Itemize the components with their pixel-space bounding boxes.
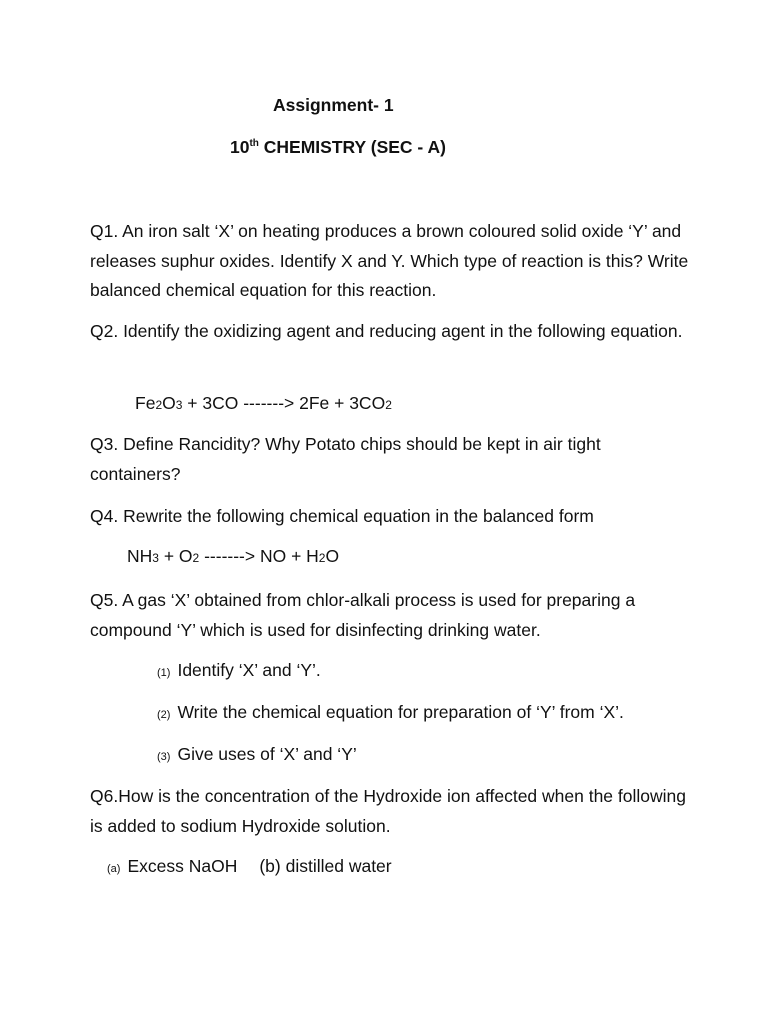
subject-heading: [230, 137, 446, 158]
subject-name: CHEMISTRY (SEC - A): [258, 137, 446, 157]
q6-option-b: (b) distilled water: [259, 856, 392, 876]
equation-q4: [127, 546, 339, 567]
eq2-part-b: O: [162, 393, 176, 413]
q5-item-3: [157, 744, 357, 765]
q5-item-2-text: Write the chemical equation for preparation of ‘Y’ from ‘X’.: [177, 702, 624, 722]
q5-item-3-marker: (3): [157, 751, 171, 763]
q5-item-1: [157, 660, 321, 681]
q5-item-2: [157, 702, 624, 723]
q6-option-a: Excess NaOH: [127, 856, 238, 876]
question-5: Q5. A gas ‘X’ obtained from chlor-alkali process is used for preparing a compound ‘Y’ which is used for disinfecting drinking water.: [90, 590, 636, 640]
q6-options: [107, 856, 392, 877]
question-6: Q6.How is the concentration of the Hydroxide ion affected when the following is added to sodium Hydroxide solution.: [90, 786, 686, 836]
question-2: Q2. Identify the oxidizing agent and reducing agent in the following equation.: [90, 321, 683, 341]
eq2-sub-b: 3: [175, 398, 183, 412]
question-1: Q1. An iron salt ‘X’ on heating produces a brown coloured solid oxide ‘Y’ and releases suphur oxides. Identify X and Y. Which type of reaction is this? Write balanced chemical equation for this reaction.: [90, 221, 689, 300]
equation-q2: [135, 393, 392, 414]
eq4-part-c: -------> NO + H: [199, 546, 319, 566]
q5-item-2-marker: (2): [157, 709, 171, 721]
q6-option-a-marker: (a): [107, 863, 121, 875]
eq4-sub-a: 3: [152, 551, 159, 565]
eq4-sub-c: 2: [318, 551, 326, 565]
eq4-part-a: NH: [127, 546, 153, 566]
eq2-sub-c: 2: [385, 398, 392, 412]
eq2-part-c: + 3CO -------> 2Fe + 3CO: [182, 393, 386, 413]
eq4-sub-b: 2: [192, 551, 200, 565]
eq2-part-a: Fe: [135, 393, 156, 413]
assignment-title: Assignment- 1: [273, 95, 394, 115]
question-3: Q3. Define Rancidity? Why Potato chips should be kept in air tight containers?: [90, 434, 601, 484]
eq2-sub-a: 2: [155, 398, 163, 412]
q5-item-3-text: Give uses of ‘X’ and ‘Y’: [177, 744, 357, 764]
q5-item-1-marker: (1): [157, 667, 171, 679]
grade-number: 10: [230, 137, 250, 157]
q5-item-1-text: Identify ‘X’ and ‘Y’.: [177, 660, 321, 680]
eq4-part-b: + O: [158, 546, 193, 566]
question-4: Q4. Rewrite the following chemical equation in the balanced form: [90, 506, 594, 526]
eq4-part-d: O: [325, 546, 340, 566]
grade-superscript: th: [249, 138, 259, 149]
